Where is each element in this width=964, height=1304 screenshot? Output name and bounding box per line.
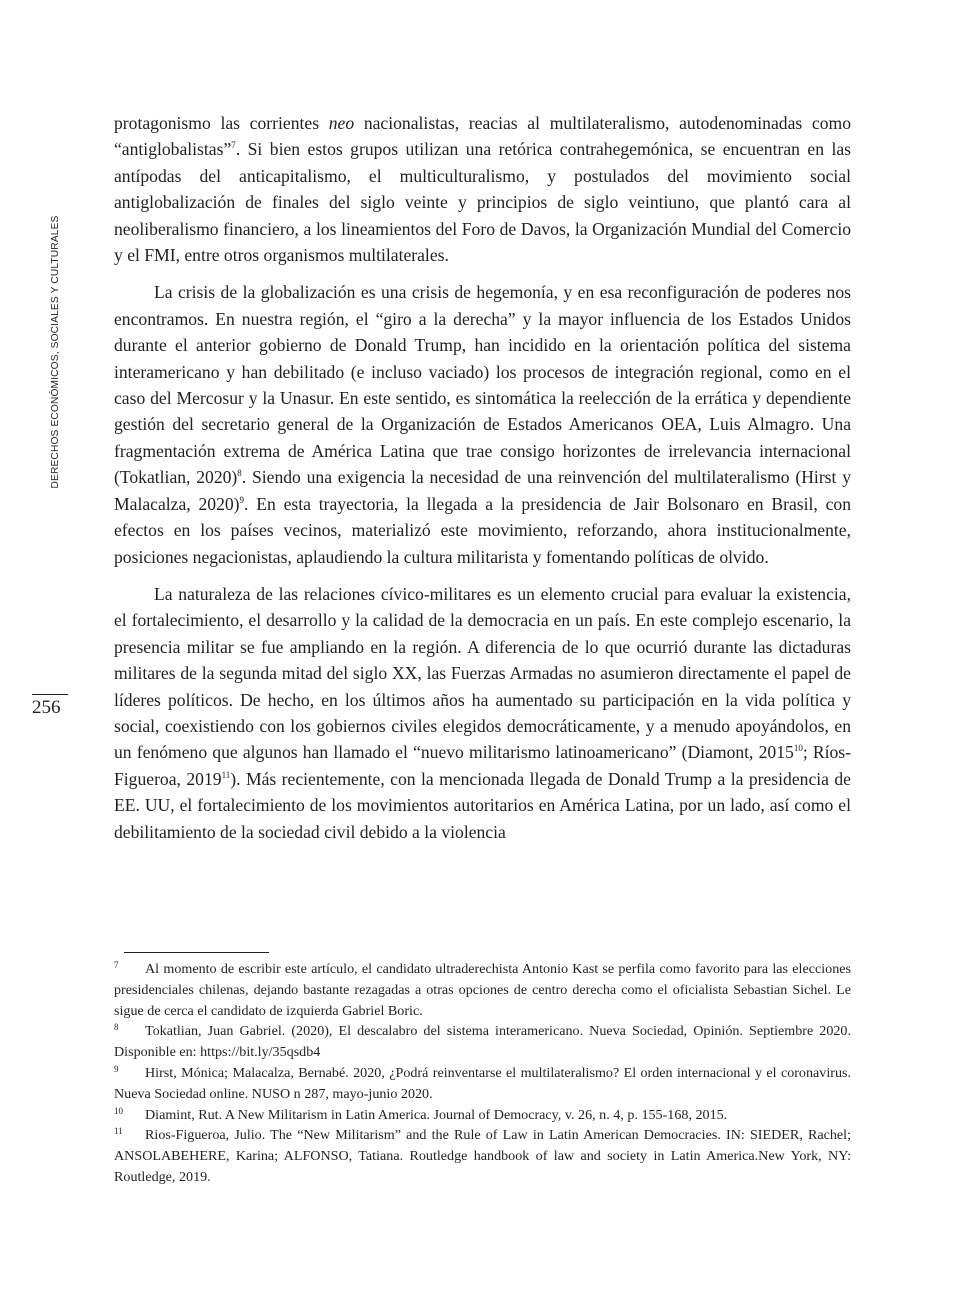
paragraph-2 bbox=[114, 279, 851, 569]
text-run: La crisis de la globalización es una crisis de hegemonía, y en esa reconfiguración de poderes nos encontramos. En nuestra región, el “giro a la derecha” y la mayor influencia de los Estados Unidos durante el anterior gobierno de Donald Trump, han incidido en la orientación política del sistema interamericano y han debilitado (e incluso vaciado) los procesos de integración regional, como en el caso del Mercosur y la Unasur. En este sentido, es sintomática la reelección de la errática y dependiente gestión del secretario general de la Organización de Estados Americanos OEA, Luis Almagro. Una fragmentación extrema de América Latina que trae consigo horizontes de irrelevancia internacional (Tokatlian, 2020) bbox=[114, 282, 851, 488]
main-text bbox=[114, 110, 851, 856]
footnote-text: Tokatlian, Juan Gabriel. (2020), El descalabro del sistema interamericano. Nueva Sociedad, Opinión. Septiembre 2020. Disponible en: https://bit.ly/35qsdb4 bbox=[114, 1023, 851, 1061]
footnote-divider bbox=[124, 952, 269, 953]
footnote-text: Diamint, Rut. A New Militarism in Latin America. Journal of Democracy, v. 26, n. 4, p. 155-168, 2015. bbox=[145, 1106, 728, 1123]
footnote-11: 11 Rios-Figueroa, Julio. The “New Militarism” and the Rule of Law in Latin American Democracies. IN: SIEDER, Rachel; ANSOLABEHERE, Karina; ALFONSO, Tatiana. Routledge handbook of law and society in Latin America.New York, NY: Routledge, 2019. bbox=[114, 1126, 851, 1185]
page-number: 256 bbox=[32, 694, 68, 719]
footnote-text: Al momento de escribir este artículo, el candidato ultraderechista Antonio Kast se perfila como favorito para las elecciones presidenciales chilenas, dejando bastante rezagadas a otras opciones de centro derecha como el oficialista Sebastian Sichel. Le sigue de cerca el candidato de izquierda Gabriel Boric. bbox=[114, 961, 851, 1019]
paragraph-3 bbox=[114, 581, 851, 845]
text-run: La naturaleza de las relaciones cívico-militares es un elemento crucial para evaluar la existencia, el fortalecimiento, el desarrollo y la calidad de la democracia en un país. En este complejo escenario, la presencia militar se fue ampliando en la región. A diferencia de lo que ocurrió durante las dictaduras militares de la segunda mitad del siglo XX, las Fuerzas Armadas no asumieron directamente el papel de líderes políticos. De hecho, en los últimos años ha aumentado su participación en la vida política y social, coexistiendo con los gobiernos civiles elegidos democráticamente, y a menudo apoyándolos, en un fenómeno que algunos han llamado el “nuevo militarismo latinoamericano” (Diamont, 2015 bbox=[114, 583, 851, 763]
running-header-title: DERECHOS ECONÓMICOS, SOCIALES Y CULTURALES bbox=[50, 215, 61, 489]
footnote-ref-11[interactable]: 11 bbox=[221, 769, 231, 780]
footnote-7: 7 Al momento de escribir este artículo, el candidato ultraderechista Antonio Kast se perfila como favorito para las elecciones presidenciales chilenas, dejando bastante rezagadas a otras opciones de centro derecha como el oficialista Sebastian Sichel. Le sigue de cerca el candidato de izquierda Gabriel Boric. bbox=[114, 960, 851, 1019]
footnote-text: Rios-Figueroa, Julio. The “New Militarism” and the Rule of Law in Latin American Democracies. IN: SIEDER, Rachel; ANSOLABEHERE, Karina; ALFONSO, Tatiana. Routledge handbook of law and society in Latin America.New York, NY: Routledge, 2019. bbox=[114, 1127, 851, 1185]
footnote-text: Hirst, Mónica; Malacalza, Bernabé. 2020, ¿Podrá reinventarse el multilateralismo? El orden internacional y el coronavirus. Nueva Sociedad online. NUSO n 287, mayo-junio 2020. bbox=[114, 1064, 851, 1102]
footnote-8: 8 Tokatlian, Juan Gabriel. (2020), El descalabro del sistema interamericano. Nueva Sociedad, Opinión. Septiembre 2020. Disponible en: https://bit.ly/35qsdb4 bbox=[114, 1022, 851, 1061]
footnote-ref-10[interactable]: 10 bbox=[793, 743, 803, 754]
text-run: . Siendo una exigencia la necesidad de una reinvención del multilateralismo (Hirst y Malacalza, 2020) bbox=[114, 467, 851, 514]
footnotes bbox=[114, 959, 851, 1188]
text-run: . Si bien estos grupos utilizan una retórica contrahegemónica, se encuentran en las antípodas del anticapitalismo, el multiculturalismo, y postulados del movimiento social antiglobalización de finales del siglo veinte y principios de siglo veintiuno, que plantó cara al neoliberalismo financiero, a los lineamientos del Foro de Davos, la Organización Mundial del Comercio y el FMI, entre otros organismos multilaterales. bbox=[114, 139, 851, 266]
emphasis-text: neo bbox=[328, 113, 355, 133]
footnote-10: 10 Diamint, Rut. A New Militarism in Latin America. Journal of Democracy, v. 26, n. 4, p. 155-168, 2015. bbox=[114, 1105, 728, 1123]
paragraph-1 bbox=[114, 110, 851, 268]
footnote-9: 9 Hirst, Mónica; Malacalza, Bernabé. 2020, ¿Podrá reinventarse el multilateralismo? El orden internacional y el coronavirus. Nueva Sociedad online. NUSO n 287, mayo-junio 2020. bbox=[114, 1063, 851, 1102]
text-run: ). Más recientemente, con la mencionada llegada de Donald Trump a la presidencia de EE. UU, el fortalecimiento de los movimientos autoritarios en América Latina, por un lado, así como el debilitamiento de la sociedad civil debido a la violencia bbox=[114, 768, 851, 842]
footnote-ref-8[interactable]: 8 bbox=[237, 468, 242, 479]
text-run: protagonismo las corrientes bbox=[114, 113, 329, 133]
text-run: . En esta trayectoria, la llegada a la presidencia de Jair Bolsonaro en Brasil, con efectos en los países vecinos, materializó este movimiento, reforzando, ahora institucionalmente, posiciones negacionistas, aplaudiendo la cultura militarista y fomentando políticas de olvido. bbox=[114, 493, 852, 567]
footnote-ref-9[interactable]: 9 bbox=[239, 494, 245, 505]
footnote-ref-7[interactable]: 7 bbox=[231, 140, 236, 151]
text-run: ; Ríos-Figueroa, 2019 bbox=[114, 742, 851, 789]
text-run: nacionalistas, reacias al multilateralismo, autodenominadas como “antiglobalistas” bbox=[114, 113, 851, 160]
